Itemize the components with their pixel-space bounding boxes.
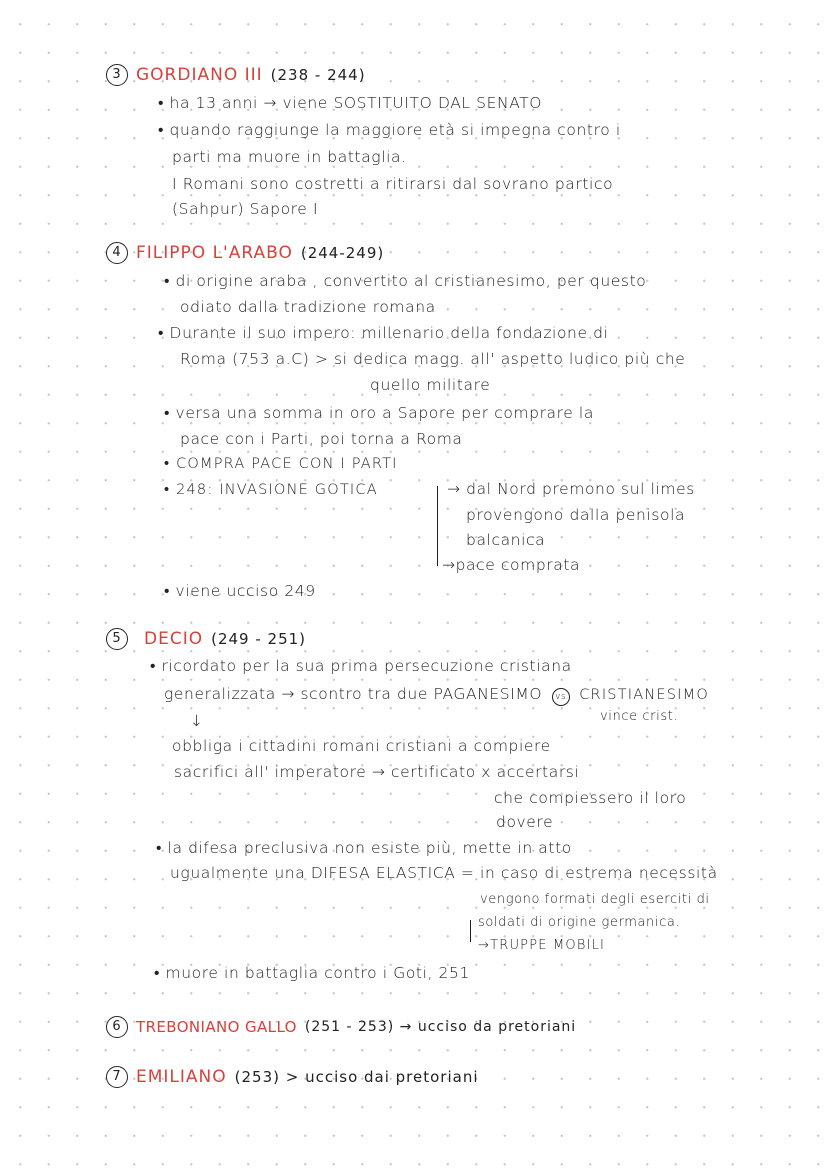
section-5-heading <box>106 628 306 650</box>
note-line: dovere <box>496 813 554 831</box>
reign-years: (238 - 244) <box>270 66 366 84</box>
section-number-badge: 6 <box>106 1016 128 1038</box>
section-6-heading <box>106 1016 576 1038</box>
note-line: • ha 13 anni → viene SOSTITUITO DAL SENATO <box>158 94 543 112</box>
section-number-badge: 7 <box>106 1066 128 1088</box>
section-number-badge: 5 <box>106 628 128 650</box>
note-line: • COMPRA PACE CON I PARTI <box>164 456 398 472</box>
note-line: • ricordato per la sua prima persecuzione cristiana <box>150 657 572 675</box>
arrow-icon: → <box>447 480 467 498</box>
note-line: • 248: INVASIONE GOTICA <box>164 482 378 498</box>
section-7-heading <box>106 1066 479 1088</box>
note-line: →TRUPPE MOBILI <box>478 938 606 953</box>
reign-years: (251 - 253) → ucciso da pretoriani <box>304 1019 577 1035</box>
note-line: • la difesa preclusiva non esiste più, mette in atto <box>156 839 572 857</box>
note-line: • quando raggiunge la maggiore età si impegna contro i <box>158 121 621 139</box>
bracket-connector <box>437 486 438 566</box>
note-line: generalizzata → scontro tra due PAGANESIMO vs CRISTIANESIMO <box>164 685 709 706</box>
note-line: obbliga i cittadini romani cristiani a compiere <box>172 737 551 755</box>
vs-badge: vs <box>552 688 570 706</box>
note-line: I Romani sono costretti a ritirarsi dal sovrano partico <box>172 175 614 193</box>
note-line: che compiessero il loro <box>494 789 687 807</box>
note-line: sacrifici all' imperatore → certificato x accertarsi <box>174 763 580 781</box>
note-line: • muore in battaglia contro i Goti, 251 <box>154 964 470 982</box>
note-line: vince crist. <box>600 709 679 724</box>
emperor-name: EMILIANO <box>136 1067 227 1087</box>
note-line: quello militare <box>370 376 491 394</box>
note-line: ugualmente una DIFESA ELASTICA = in caso di estrema necessità <box>170 864 718 882</box>
reign-years: (249 - 251) <box>211 630 307 648</box>
section-3-heading <box>106 64 366 86</box>
note-line: parti ma muore in battaglia. <box>172 148 407 166</box>
emperor-name: DECIO <box>144 629 204 649</box>
emperor-name: TREBONIANO GALLO <box>136 1018 297 1036</box>
note-line: Roma (753 a.C) > si dedica magg. all' aspetto ludico più che <box>180 350 686 368</box>
emperor-name: GORDIANO III <box>136 65 263 85</box>
emperor-name: FILIPPO L'ARABO <box>136 243 293 263</box>
note-line: provengono dalla penisola <box>466 506 686 524</box>
arrow-icon: → <box>442 556 456 574</box>
note-line: vengono formati degli eserciti di <box>480 892 710 907</box>
note-line: • versa una somma in oro a Sapore per comprare la <box>164 404 594 422</box>
reign-years: (253) > ucciso dai pretoriani <box>234 1068 479 1086</box>
down-arrow-icon: ↓ <box>190 712 204 730</box>
arrow-icon: → <box>478 938 491 953</box>
section-number-badge: 3 <box>106 64 128 86</box>
note-line: balcanica <box>466 531 546 549</box>
note-line: → dal Nord premono sul limes <box>447 480 695 498</box>
section-number-badge: 4 <box>106 242 128 264</box>
note-line: • viene ucciso 249 <box>164 582 316 600</box>
note-line: odiato dalla tradizione romana <box>180 298 436 316</box>
reign-years: (244-249) <box>300 244 385 262</box>
note-line: (Sahpur) Sapore I <box>172 200 319 218</box>
bracket-connector <box>470 920 471 942</box>
section-4-heading <box>106 242 384 264</box>
note-line: →pace comprata <box>442 556 581 574</box>
note-line: soldati di origine germanica. <box>478 915 681 930</box>
note-line: • Durante il suo impero: millenario della fondazione di <box>158 324 609 342</box>
note-line: • di origine araba , convertito al cristianesimo, per questo <box>164 272 647 290</box>
note-line: pace con i Parti, poi torna a Roma <box>180 430 463 448</box>
